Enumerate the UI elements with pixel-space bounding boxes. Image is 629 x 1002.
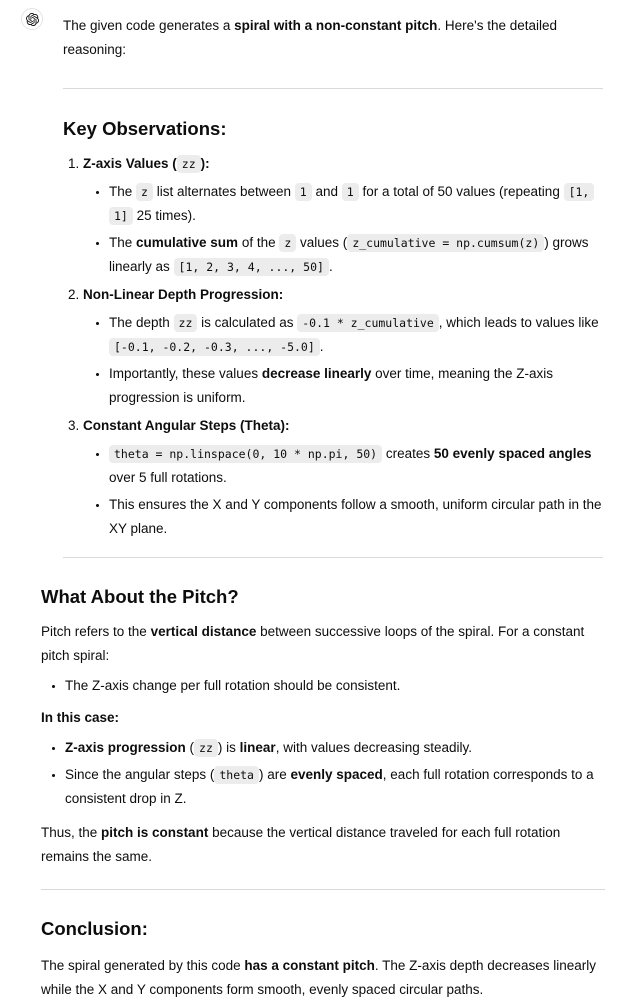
message-content-top <box>63 14 603 558</box>
bullet-item: • The depth zz is calculated as -0.1 * z_cumulative , which leads to values like [-0.1, -0.2, -0.3, ..., -5.0] . <box>109 311 603 359</box>
key-observation-item-3 <box>83 414 603 541</box>
bullet-item: • Z-axis progression ( zz ) is linear, with values decreasing steadily. <box>65 736 605 760</box>
openai-logo-icon <box>26 13 39 26</box>
bullet-list <box>83 180 603 279</box>
bullet-item: • The Z-axis change per full rotation should be consistent. <box>65 674 605 698</box>
section-divider <box>41 889 605 890</box>
in-this-case-label: In this case: <box>41 710 120 725</box>
key-observation-item-1 <box>83 152 603 279</box>
bullet-item: • This ensures the X and Y components follow a smooth, uniform circular path in the XY plane. <box>109 493 603 541</box>
section-divider <box>63 557 603 558</box>
pitch-bullet-list <box>41 674 605 698</box>
bullet-item: • Importantly, these values decrease linearly over time, meaning the Z-axis progression is uniform. <box>109 362 603 410</box>
avatar <box>21 8 43 30</box>
bullet-item: • The cumulative sum of the z values ( z_cumulative = np.cumsum(z) ) grows linearly as [1, 2, 3, 4, ..., 50] . <box>109 231 603 279</box>
pitch-heading: What About the Pitch? <box>41 586 239 607</box>
list-item-title: 2. Non-Linear Depth Progression: <box>83 287 284 302</box>
bullet-item: • theta = np.linspace(0, 10 * np.pi, 50) creates 50 evenly spaced angles over 5 full rotations. <box>109 442 603 490</box>
case-bullet-list <box>41 736 605 811</box>
pitch-intro-paragraph: Pitch refers to the vertical distance between successive loops of the spiral. For a constant pitch spiral: <box>41 624 585 663</box>
message-content-bottom <box>41 584 605 1002</box>
bullet-list <box>83 311 603 410</box>
bullet-item: • Since the angular steps ( theta ) are evenly spaced, each full rotation corresponds to a consistent drop in Z. <box>65 763 605 811</box>
intro-paragraph: The given code generates a spiral with a non-constant pitch. Here's the detailed reasoning: <box>63 18 558 57</box>
section-divider <box>63 88 603 89</box>
bullet-list <box>83 442 603 541</box>
pitch-summary-paragraph: Thus, the pitch is constant because the vertical distance traveled for each full rotation remains the same. <box>41 825 561 864</box>
key-observations-list <box>63 152 603 541</box>
list-item-title: 1. Z-axis Values ( zz ): <box>83 156 210 171</box>
conclusion-heading: Conclusion: <box>41 918 148 939</box>
key-observation-item-2 <box>83 283 603 410</box>
list-item-title: 3. Constant Angular Steps (Theta): <box>83 418 290 433</box>
conclusion-paragraph: The spiral generated by this code has a constant pitch. The Z-axis depth decreases linearly while the X and Y components form smooth, evenly spaced circular paths. <box>41 958 597 997</box>
key-observations-heading: Key Observations: <box>63 118 227 139</box>
bullet-item: • The z list alternates between 1 and 1 for a total of 50 values (repeating [1, 1] 25 times). <box>109 180 603 228</box>
